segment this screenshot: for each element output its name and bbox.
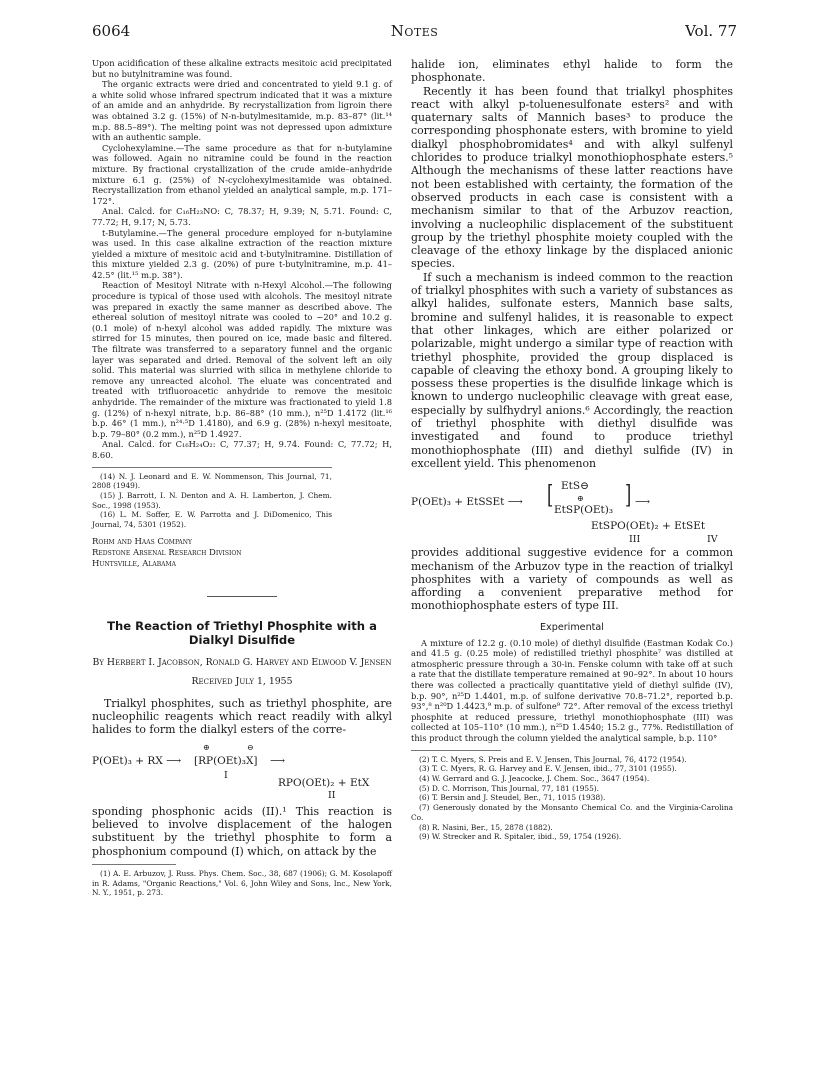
paragraph: Trialkyl phosphites, such as triethyl phosphite, are nucleophilic reagents which react readily with alkyl halides to form the dialkyl esters of the corre-: [92, 696, 392, 737]
article-body-right: [411, 58, 733, 470]
footnote-rule: [411, 750, 501, 751]
paragraph: If such a mechanism is indeed common to the reaction of trialkyl phosphites with such a variety of substances as alkyl halides, sulfonate esters, Mannich base salts, bromine and sulfenyl halides, it is reasonable to expect that other linkages, which are either polarized or polarizable, might undergo a similar type of reaction with triethyl phosphite, provided the group displaced is capable of cleaving the ethoxy bond. A grouping likely to possess these properties is the disulfide linkage which is known to undergo nucleophilic cleavage with great ease, especially by sulfhydryl anions.⁶ Accordingly, the reaction of triethyl phosphite with diethyl disulfide was investigated and found to produce triethyl monothiophosphate (III) and diethyl sulfide (IV) in excellent yield. This phenomenon: [411, 270, 733, 470]
running-header: [92, 22, 737, 42]
paragraph: Reaction of Mesitoyl Nitrate with n-Hexyl Alcohol.—The following procedure is typical of those used with alcohols. The mesitoyl nitrate was prepared in exactly the same manner as described above. The ethereal solution of mesitoyl nitrate was cooled to −20° and 10.2 g. (0.1 mole) of n-hexyl alcohol was added rapidly. The mixture was stirred for 15 minutes, then poured on ice, made basic and filtered. The filtrate was transferred to a separatory funnel and the organic layer was separated and dried. Removal of the solvent left an oily solid. This material was slurried with silica in methylene chloride to remove any unreacted alcohol. The eluate was concentrated and treated with trifluoroacetic anhydride to remove the mesitoic anhydride. The remainder of the mixture was fractionated to yield 1.8 g. (12%) of n-hexyl nitrate, b.p. 86–88° (10 mm.), n²⁵D 1.4172 (lit.¹⁶ b.p. 46° (1 mm.), n²⁴·⁵D 1.4180), and 6.9 g. (28%) n-hexyl mesitoate, b.p. 79–80° (0.2 mm.), n²⁵D 1.4927.: [92, 280, 392, 439]
footnote: (2) T. C. Myers, S. Preis and E. V. Jensen, This Journal, 76, 4172 (1954).: [419, 754, 687, 764]
eq2-labels: [411, 534, 733, 546]
eq2-reactants: P(OEt)₃ + EtSSEt ⟶: [411, 496, 523, 509]
paragraph: sponding phosphonic acids (II).¹ This reaction is believed to involve displacement of the halogen substituent by the triethyl phosphite to form a phosphonium compound (I) which, on attack by the: [92, 804, 392, 858]
footnote: (6) T. Bersin and J. Steudel, Ber., 71, 1015 (1938).: [419, 793, 606, 803]
affiliation-line: Huntsville, Alabama: [92, 558, 176, 569]
affiliation: [92, 537, 392, 570]
equation-1: [92, 743, 392, 801]
equation-2: [411, 480, 733, 538]
article-title: The Reaction of Triethyl Phosphite with a Dialkyl Disulfide: [107, 618, 377, 647]
eq2-label-iv: IV: [707, 534, 718, 546]
paragraph: provides additional suggestive evidence for a common mechanism of the Arbuzov type in the reaction of trialkyl phosphites with a variety of compounds as well as affording a convenient preparative method for monothiophosphate esters of type III.: [411, 546, 733, 613]
footnote: (14) N. J. Leonard and E. W. Nommenson, This Journal, 71, 2808 (1949).: [92, 471, 332, 491]
paragraph: The organic extracts were dried and concentrated to yield 9.1 g. of a white solid whose infrared spectrum indicated that it was a mixture of an amide and an anhydride. By recrystallization from ligroin there was obtained 3.2 g. (15%) of N-n-butylmesitamide, m.p. 83–87° (lit.¹⁴ m.p. 88.5–89°). The melting point was not depressed upon admixture with an authentic sample.: [92, 79, 392, 143]
article-intro: [92, 697, 392, 737]
eq1-arrow: ⟶: [270, 754, 286, 767]
affiliation-line: Redstone Arsenal Research Division: [92, 547, 242, 558]
received-date: Received July 1, 1955: [191, 675, 293, 687]
separator-rule: [207, 596, 277, 597]
byline: By Herbert I. Jacobson, Ronald G. Harvey and Elwood V. Jensen: [92, 656, 392, 668]
eq2-intermediate: EtSP(OEt)₃: [554, 504, 614, 517]
experimental-text: [411, 638, 733, 744]
eq1-reactants: P(OEt)₃ + RX ⟶: [92, 754, 182, 767]
eq1-label-i: I: [224, 769, 228, 781]
article-body-right-2: [411, 546, 733, 612]
eq2-products: EtSPO(OEt)₂ + EtSEt: [591, 520, 706, 533]
eq2-plus-charge: ⊕: [577, 494, 584, 504]
paragraph: A mixture of 12.2 g. (0.10 mole) of diethyl disulfide (Eastman Kodak Co.) and 41.5 g. (0.25 mole) of redistilled triethyl phosphite⁷ was distilled at atmospheric pressure through a 30-in. Fenske column with take off at such a rate that the distillate temperature remained at 90–92°. In about 10 hours there was collected a practically quantitative yield of diethyl sulfide (IV), b.p. 90°, n²⁵D 1.4401, m.p. of sulfone derivative 70.8–71.2°, reported b.p. 93°,⁸ n²⁰D 1.4423,⁹ m.p. of sulfone⁹ 72°. After removal of the excess triethyl phosphite at reduced pressure, triethyl monothiophosphate (III) was collected at 105–110° (10 mm.), n²⁵D 1.4540; 15.2 g., 77%. Redistillation of this product through the column yielded the analytical sample, b.p. 110°: [411, 637, 733, 744]
eq1-products: RPO(OEt)₂ + EtX: [278, 776, 370, 789]
footnote: (9) W. Strecker and R. Spitaler, ibid., 59, 1754 (1926).: [419, 832, 622, 842]
footnote-rule: [92, 864, 176, 865]
paragraph: Anal. Calcd. for C₁₆H₂₃NO: C, 78.37; H, 9.39; N, 5.71. Found: C, 77.72; H, 9.17; N, 5.73.: [92, 206, 392, 227]
volume-label: Vol. 77: [685, 22, 737, 40]
footnote: (16) L. M. Soffer, E. W. Parrotta and J. DiDomenico, This Journal, 74, 5301 (1952).: [92, 510, 332, 530]
paragraph: Anal. Calcd. for C₁₆H₂₄O₂: C, 77.37; H, 9.74. Found: C, 77.72; H, 8.60.: [92, 439, 392, 460]
footnote: (15) J. Barrott, I. N. Denton and A. H. Lamberton, J. Chem. Soc., 1998 (1953).: [92, 490, 332, 510]
eq1-minus-charge: ⊖: [247, 742, 254, 752]
experimental-heading: Experimental: [540, 621, 604, 633]
eq2-bracket-right: ]: [625, 479, 632, 510]
affiliation-line: Rohm and Haas Company: [92, 536, 192, 547]
article-continued: [92, 805, 392, 858]
left-column: [92, 58, 392, 898]
footnotes-previous: [92, 467, 332, 530]
footnote: (8) R. Nasini, Ber., 15, 2878 (1882).: [419, 822, 553, 832]
section-title: Notes: [390, 22, 439, 40]
footnote: (3) T. C. Myers, R. G. Harvey and E. V. Jensen, ibid., 77, 3101 (1955).: [419, 764, 677, 774]
footnote: (7) Generously donated by the Monsanto Chemical Co. and the Virginia-Carolina Co.: [411, 803, 733, 822]
paragraph: t-Butylamine.—The general procedure employed for n-butylamine was used. In this case alkaline extraction of the reaction mixture yielded a mixture of mesitoic acid and t-butylnitramine. Distillation of this mixture yielded 2.3 g. (20%) of pure t-butylnitramine, m.p. 41–42.5° (lit.¹⁵ m.p. 38°).: [92, 227, 392, 280]
eq1-intermediate: [RP(OEt)₃X]: [194, 754, 258, 767]
footnote: (5) D. C. Morrison, This Journal, 77, 181 (1955).: [419, 783, 600, 793]
eq1-label-ii: II: [328, 789, 336, 801]
right-column: [411, 58, 733, 842]
eq1-plus-charge: ⊕: [203, 742, 210, 752]
eq2-bracket-left: [: [547, 479, 554, 510]
paragraph: Cyclohexylamine.—The same procedure as that for n-butylamine was followed. Again no nitramine could be found in the reaction mixture. By fractional crystallization of the crude amide–anhydride mixture 6.1 g. (25%) of N-cyclohexylmesitamide was obtained. Recrystallization from ethanol yielded an analytical sample, m.p. 171–172°.: [92, 142, 392, 206]
footnote: (1) A. E. Arbuzov, J. Russ. Phys. Chem. Soc., 38, 687 (1906); G. M. Kosolapoff in R. Adams, "Organic Reactions," Vol. 6, John Wiley and Sons, Inc., New York, N. Y., 1951, p. 273.: [92, 868, 392, 898]
footnotes-article-left: [92, 867, 392, 898]
eq2-label-iii: III: [629, 534, 641, 546]
eq2-arrow: ⟶: [635, 496, 651, 509]
paragraph: Upon acidification of these alkaline extracts mesitoic acid precipitated but no butylnitramine was found.: [92, 58, 392, 79]
footnote: (4) W. Gerrard and G. J. Jeacocke, J. Chem. Soc., 3647 (1954).: [419, 774, 650, 784]
footnotes-article-right: [411, 753, 733, 842]
paragraph: Recently it has been found that trialkyl phosphites react with alkyl p-toluenesulfonate esters² and with quaternary salts of Mannich bases³ to produce the corresponding phosphonate esters, with bromine to yield dialkyl phosphobromidates⁴ and with alkyl sulfenyl chlorides to produce trialkyl monothiophosphate esters.⁵ Although the mechanisms of these latter reactions have not been established with certainty, the formation of the observed products in each case is consistent with a mechanism similar to that of the Arbuzov reaction, involving a nucleophilic displacement of the substituent group by the triethyl phosphite moiety coupled with the cleavage of the ethoxy linkage by the displaced anionic species.: [411, 84, 733, 271]
paragraph: halide ion, eliminates ethyl halide to form the phosphonate.: [411, 58, 733, 85]
previous-note-text: [92, 58, 392, 461]
page-number: 6064: [92, 22, 131, 40]
eq2-thiolate: EtS⊖: [561, 480, 589, 493]
